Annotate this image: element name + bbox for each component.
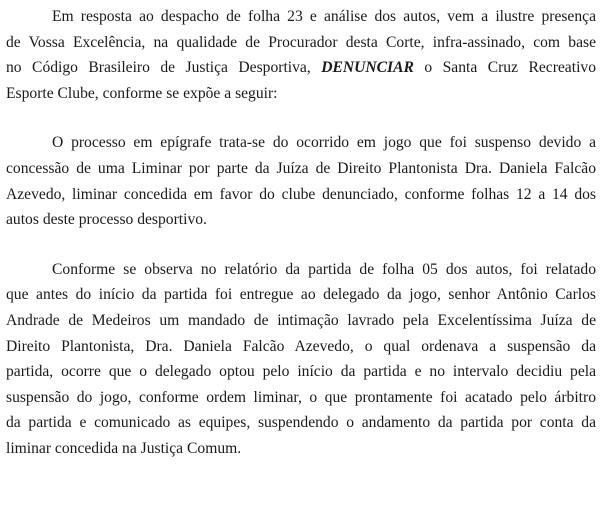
text-fragment: no Código Brasileiro de Justiça Desportiva, [6,59,322,77]
text-line: Azevedo, liminar concedida em favor do clube denunciado, conforme folhas 12 a 14 dos [6,185,596,203]
text-line: O processo em epígrafe trata-se do ocorrido em jogo que foi suspenso devido a [52,134,596,152]
text-line: que antes do início da partida foi entregue ao delegado da jogo, senhor Antônio Carlos [6,286,596,304]
text-line: concessão de uma Liminar por parte da Juíza de Direito Plantonista Dra. Daniela Falcão [6,159,596,177]
emphasis-denunciar: DENUNCIAR [321,59,414,77]
text-line: Em resposta ao despacho de folha 23 e análise dos autos, vem a ilustre presença [52,8,596,25]
text-line: Esporte Clube, conforme se expõe a seguir: [6,84,278,102]
paragraph-report [6,257,596,462]
text-line: de Vossa Excelência, na qualidade de Procurador desta Corte, infra-assinado, com base [6,33,596,51]
document-page [6,4,596,462]
text-line [6,55,596,81]
text-line: partida, ocorre que o delegado optou pelo início da partida e no intervalo decidiu pela [6,363,596,381]
paragraph-intro [6,4,596,106]
paragraph-facts [6,130,596,232]
text-line: autos deste processo desportivo. [6,211,207,229]
text-line: da partida e comunicado as equipes, suspendendo o andamento da partida por conta da [6,414,596,432]
text-line: Conforme se observa no relatório da partida de folha 05 dos autos, foi relatado [52,260,596,278]
text-fragment: o Santa Cruz Recreativo [413,59,596,77]
text-line: suspensão do jogo, conforme ordem liminar, o que prontamente foi acatado pelo árbitro [6,388,596,406]
text-line: Direito Plantonista, Dra. Daniela Falcão Azevedo, o qual ordenava a suspensão da [6,337,596,355]
text-line: liminar concedida na Justiça Comum. [6,439,242,457]
text-line: Andrade de Medeiros um mandado de intimação lavrado pela Excelentíssima Juíza de [6,311,596,329]
